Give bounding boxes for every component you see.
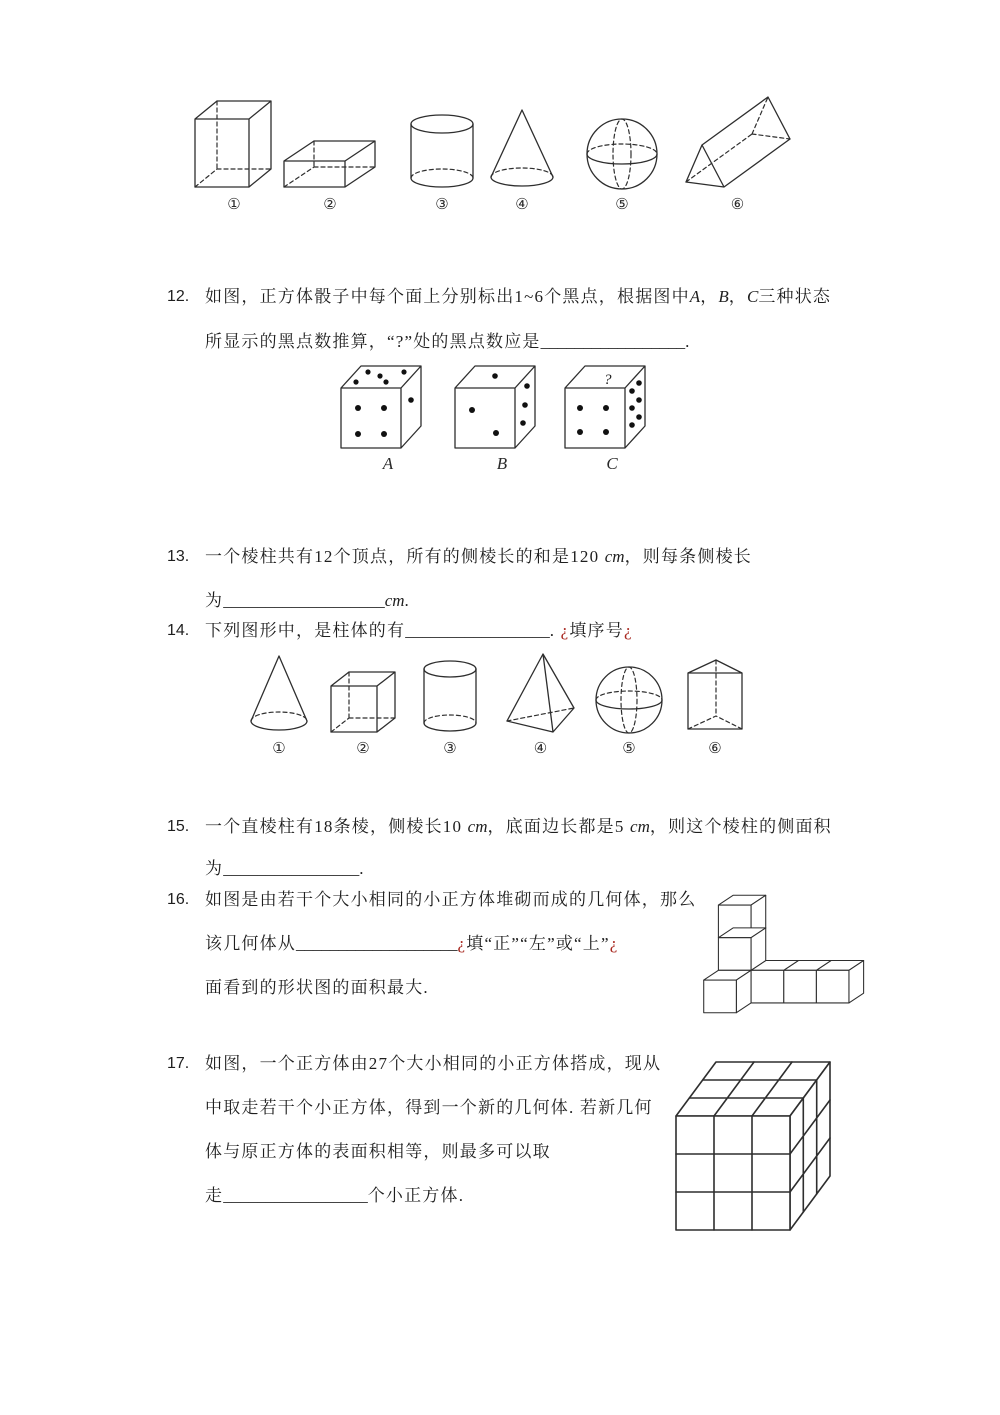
q16-line2: 该几何体从___________________¿填“正”“左”或“上”¿ [205,934,619,953]
question-14-number: 14. [167,622,190,639]
answer-blank: _________________ [223,1186,368,1205]
figure-label: ④ [515,197,529,213]
figure-label: ③ [443,741,457,757]
cube-drawing [328,669,398,735]
die-label: A [382,454,394,473]
figure-label: ① [272,741,286,757]
die-B [452,360,552,474]
question-mark: ? [604,372,612,388]
question-12-number: 12. [167,288,190,305]
q13-line2: 为___________________cm. [205,591,410,610]
q17-line2: 中取走若干个小正方体，得到一个新的几何体. 若新几何 [205,1098,653,1117]
figure-label: ① [227,197,241,213]
question-17-number: 17. [167,1055,190,1072]
figure-label: ④ [533,741,548,757]
figure-label: ⑥ [708,741,722,757]
figure-cylinder-q14 [420,650,480,758]
figure-label: ② [323,197,337,213]
figure-rubik-cube [672,1058,832,1232]
figure-label: ⑥ [730,197,745,213]
cylinder-drawing [406,113,478,191]
cone-drawing [487,107,557,191]
rubik-cube-drawing [672,1058,832,1232]
cone-drawing [248,653,310,735]
inverted-question-mark: ¿ [609,934,619,953]
die-C-drawing [562,360,662,453]
figure-label: ⑤ [622,741,636,757]
die-A-drawing [338,360,438,453]
figure-cube-stack [692,892,868,1016]
answer-blank: ___________________ [223,591,385,610]
q17-line3: 体与原正方体的表面积相等，则最多可以取 [205,1142,551,1161]
lying-prism-drawing [680,83,795,191]
figure-label: ② [356,741,370,757]
die-label: C [606,454,618,473]
question-13-number: 13. [167,548,190,565]
question-16-number: 16. [167,891,190,908]
inverted-question-mark: ¿ [457,934,467,953]
cuboid-drawing [191,95,277,191]
figure-flat-box [281,78,379,214]
figure-upright-prism-q14 [682,650,748,758]
die-C [562,360,662,474]
q12-line2: 所显示的黑点数推算，“?”处的黑点数应是_________________. [205,332,691,351]
figure-label: ③ [435,197,449,213]
q17-line1: 如图，一个正方体由27个大小相同的小正方体搭成，现从 [205,1054,662,1073]
figure-pyramid-q14 [503,650,578,758]
q12-line1: 如图，正方体骰子中每个面上分别标出1~6个黑点，根据图中A，B，C三种状态 [205,287,832,306]
figure-cone [487,78,557,214]
figure-cuboid [190,78,278,214]
sphere-drawing [583,117,661,191]
figure-sphere-q14 [593,650,665,758]
die-label: B [496,454,508,473]
pyramid-drawing [503,651,578,735]
flat-box-drawing [281,135,379,191]
q16-line1: 如图是由若干个大小相同的小正方体堆砌而成的几何体，那么 [205,890,697,909]
answer-blank: _________________ [540,332,686,351]
die-B-drawing [452,360,552,453]
answer-blank: ________________ [223,859,360,878]
figure-lying-prism [680,78,795,214]
figure-sphere [583,78,661,214]
inverted-question-mark: ¿ [623,621,633,640]
q15-line1: 一个直棱柱有18条棱，侧棱长10 cm，底面边长都是5 cm，则这个棱柱的侧面积 [205,817,832,836]
q15-line2: 为________________. [205,859,365,878]
figure-cone-q14 [248,650,310,758]
figure-cylinder [406,78,478,214]
q13-line1: 一个棱柱共有12个顶点，所有的侧棱长的和是120 cm，则每条侧棱长 [205,547,752,566]
upright-prism-drawing [682,655,748,735]
cylinder-drawing [420,659,480,735]
die-A [338,360,438,474]
sphere-drawing [593,665,665,735]
inverted-question-mark: ¿ [560,621,570,640]
question-15-number: 15. [167,818,190,835]
q16-line3: 面看到的形状图的面积最大. [205,978,429,997]
figure-cube-q14 [328,650,398,758]
q14-line1: 下列图形中，是柱体的有_________________. ¿填序号¿ [205,621,633,640]
q17-line4: 走_________________个小正方体. [205,1186,465,1205]
cube-stack-drawing [692,892,868,1016]
answer-blank: _________________ [405,621,550,640]
figure-label: ⑤ [615,197,629,213]
answer-blank: ___________________ [296,934,458,953]
